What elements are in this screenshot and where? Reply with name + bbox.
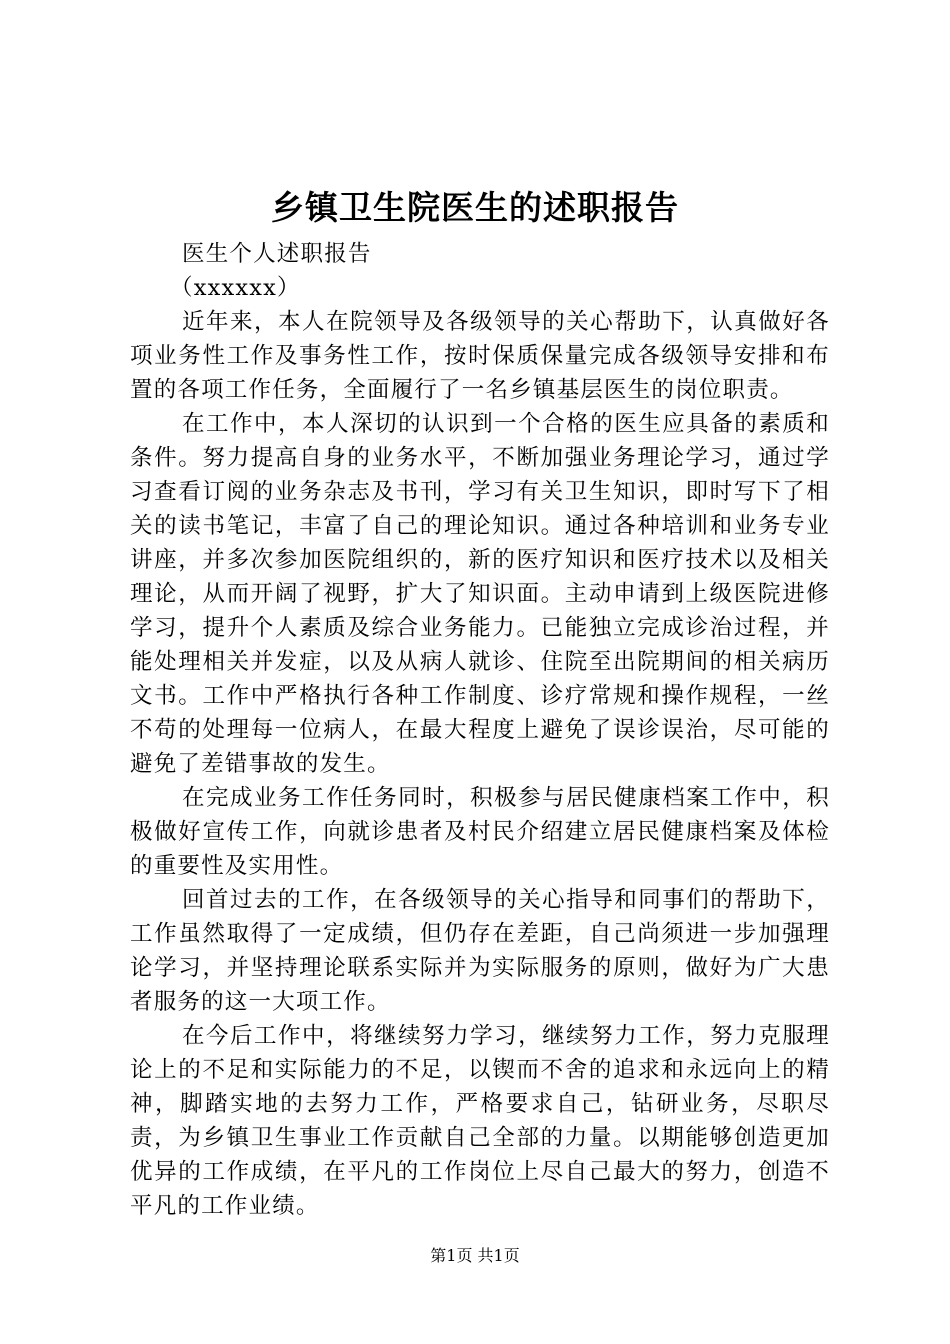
paragraph: 在完成业务工作任务同时，积极参与居民健康档案工作中，积极做好宣传工作，向就诊患者及村民介绍建立居民健康档案及体检的重要性及实用性。	[130, 785, 830, 879]
document-subtitle: 医生个人述职报告	[182, 241, 372, 267]
document-author: （xxxxxx）	[170, 275, 301, 301]
paragraph: 在工作中，本人深切的认识到一个合格的医生应具备的素质和条件。努力提高自身的业务水平，不断加强业务理论学习，通过学习查看订阅的业务杂志及书刊，学习有关卫生知识，即时写下了相关的读书笔记，丰富了自己的理论知识。通过各种培训和业务专业讲座，并多次参加医院组织的，新的医疗知识和医疗技术以及相关理论，从而开阔了视野，扩大了知识面。主动申请到上级医院进修学习，提升个人素质及综合业务能力。已能独立完成诊治过程，并能处理相关并发症，以及从病人就诊、住院至出院期间的相关病历文书。工作中严格执行各种工作制度、诊疗常规和操作规程，一丝不苟的处理每一位病人，在最大程度上避免了误诊误治，尽可能的避免了差错事故的发生。	[130, 411, 830, 777]
paragraph: 近年来，本人在院领导及各级领导的关心帮助下，认真做好各项业务性工作及事务性工作，按时保质保量完成各级领导安排和布置的各项工作任务，全面履行了一名乡镇基层医生的岗位职责。	[130, 309, 830, 403]
document-body	[130, 237, 830, 1223]
document-title: 乡镇卫生院医生的述职报告	[271, 188, 679, 227]
paragraph: 在今后工作中，将继续努力学习，继续努力工作，努力克服理论上的不足和实际能力的不足，以锲而不舍的追求和永远向上的精神，脚踏实地的去努力工作，严格要求自己，钻研业务，尽职尽责，为乡镇卫生事业工作贡献自己全部的力量。以期能够创造更加优异的工作成绩，在平凡的工作岗位上尽自己最大的努力，创造不平凡的工作业绩。	[130, 1023, 830, 1219]
page-footer: 第1页 共1页	[430, 1246, 520, 1265]
paragraph: 回首过去的工作，在各级领导的关心指导和同事们的帮助下，工作虽然取得了一定成绩，但仍存在差距，自己尚须进一步加强理论学习，并坚持理论联系实际并为实际服务的原则，做好为广大患者服务的这一大项工作。	[130, 887, 830, 1015]
